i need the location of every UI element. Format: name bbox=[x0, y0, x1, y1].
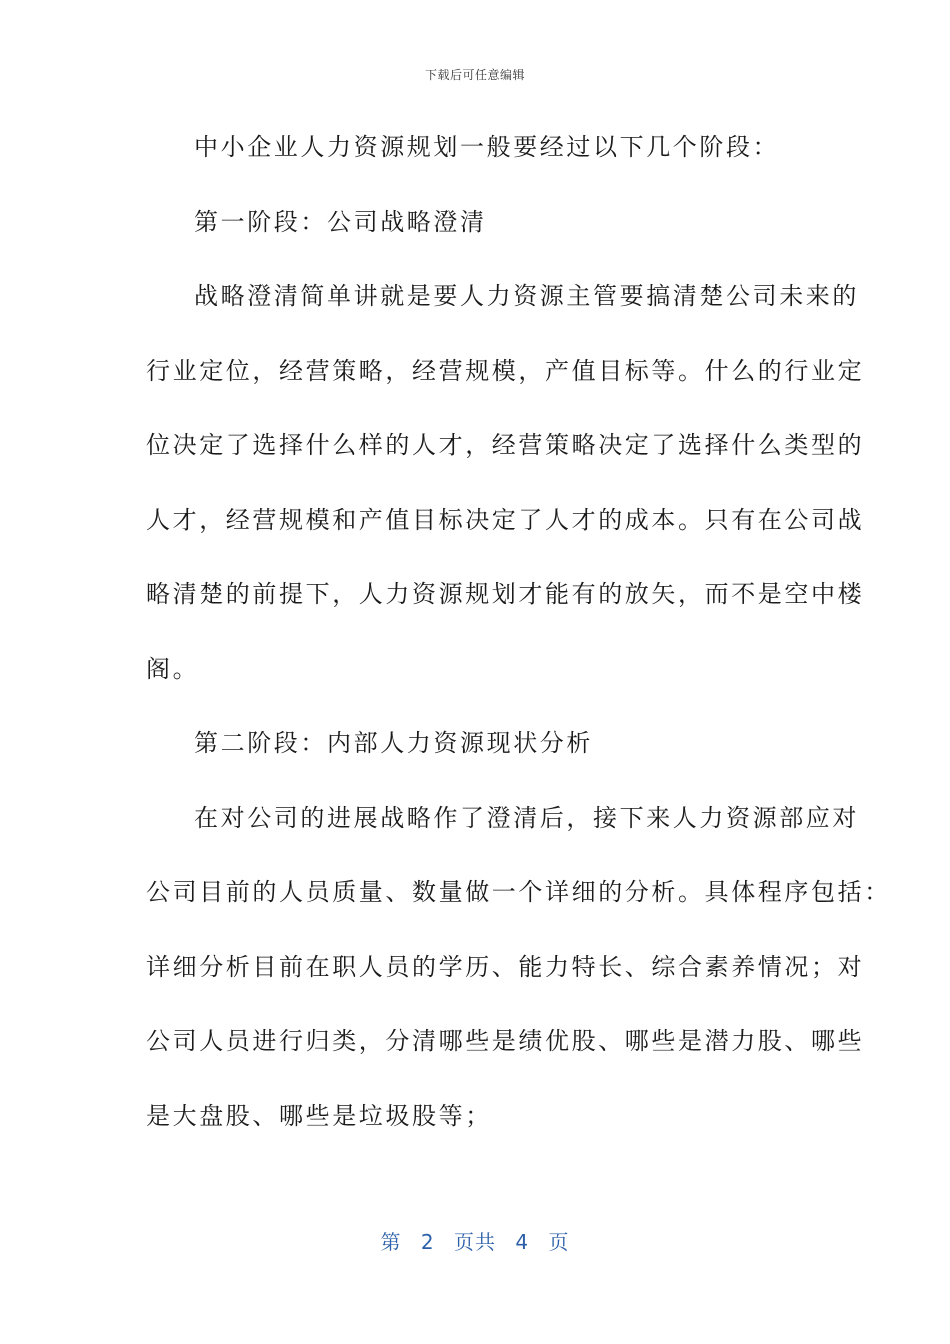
paragraph-line: 公司目前的人员质量、数量做一个详细的分析。具体程序包括： bbox=[146, 878, 891, 906]
footer-suffix: 页 bbox=[548, 1230, 570, 1254]
paragraph-line: 行业定位，经营策略，经营规模，产值目标等。什么的行业定 bbox=[146, 356, 865, 385]
paragraph-line: 在对公司的进展战略作了澄清后，接下来人力资源部应对 bbox=[194, 803, 859, 832]
paragraph-line: 位决定了选择什么样的人才，经营策略决定了选择什么类型的 bbox=[146, 431, 865, 459]
paragraph-line: 公司人员进行归类，分清哪些是绩优股、哪些是潜力股、哪些 bbox=[146, 1027, 865, 1055]
footer-middle: 页共 bbox=[454, 1230, 496, 1254]
paragraph-line: 详细分析目前在职人员的学历、能力特长、综合素养情况；对 bbox=[146, 952, 865, 981]
page-header: 下载后可任意编辑 bbox=[424, 68, 525, 82]
document-body bbox=[146, 110, 891, 1153]
paragraph-line: 人才，经营规模和产值目标决定了人才的成本。只有在公司战 bbox=[146, 505, 865, 534]
footer-prefix: 第 bbox=[380, 1230, 402, 1254]
paragraph-line: 阁。 bbox=[146, 654, 200, 683]
page-footer bbox=[0, 1226, 950, 1255]
paragraph-line: 战略澄清简单讲就是要人力资源主管要搞清楚公司未来的 bbox=[194, 282, 859, 310]
section-heading: 第二阶段：内部人力资源现状分析 bbox=[194, 729, 593, 757]
total-pages-number: 4 bbox=[515, 1230, 530, 1254]
paragraph-line: 略清楚的前提下，人力资源规划才能有的放矢，而不是空中楼 bbox=[146, 580, 865, 608]
paragraph-line: 中小企业人力资源规划一般要经过以下几个阶段： bbox=[194, 133, 780, 161]
paragraph-line: 是大盘股、哪些是垃圾股等； bbox=[146, 1101, 492, 1130]
current-page-number: 2 bbox=[420, 1230, 435, 1254]
section-heading: 第一阶段：公司战略澄清 bbox=[194, 207, 487, 236]
